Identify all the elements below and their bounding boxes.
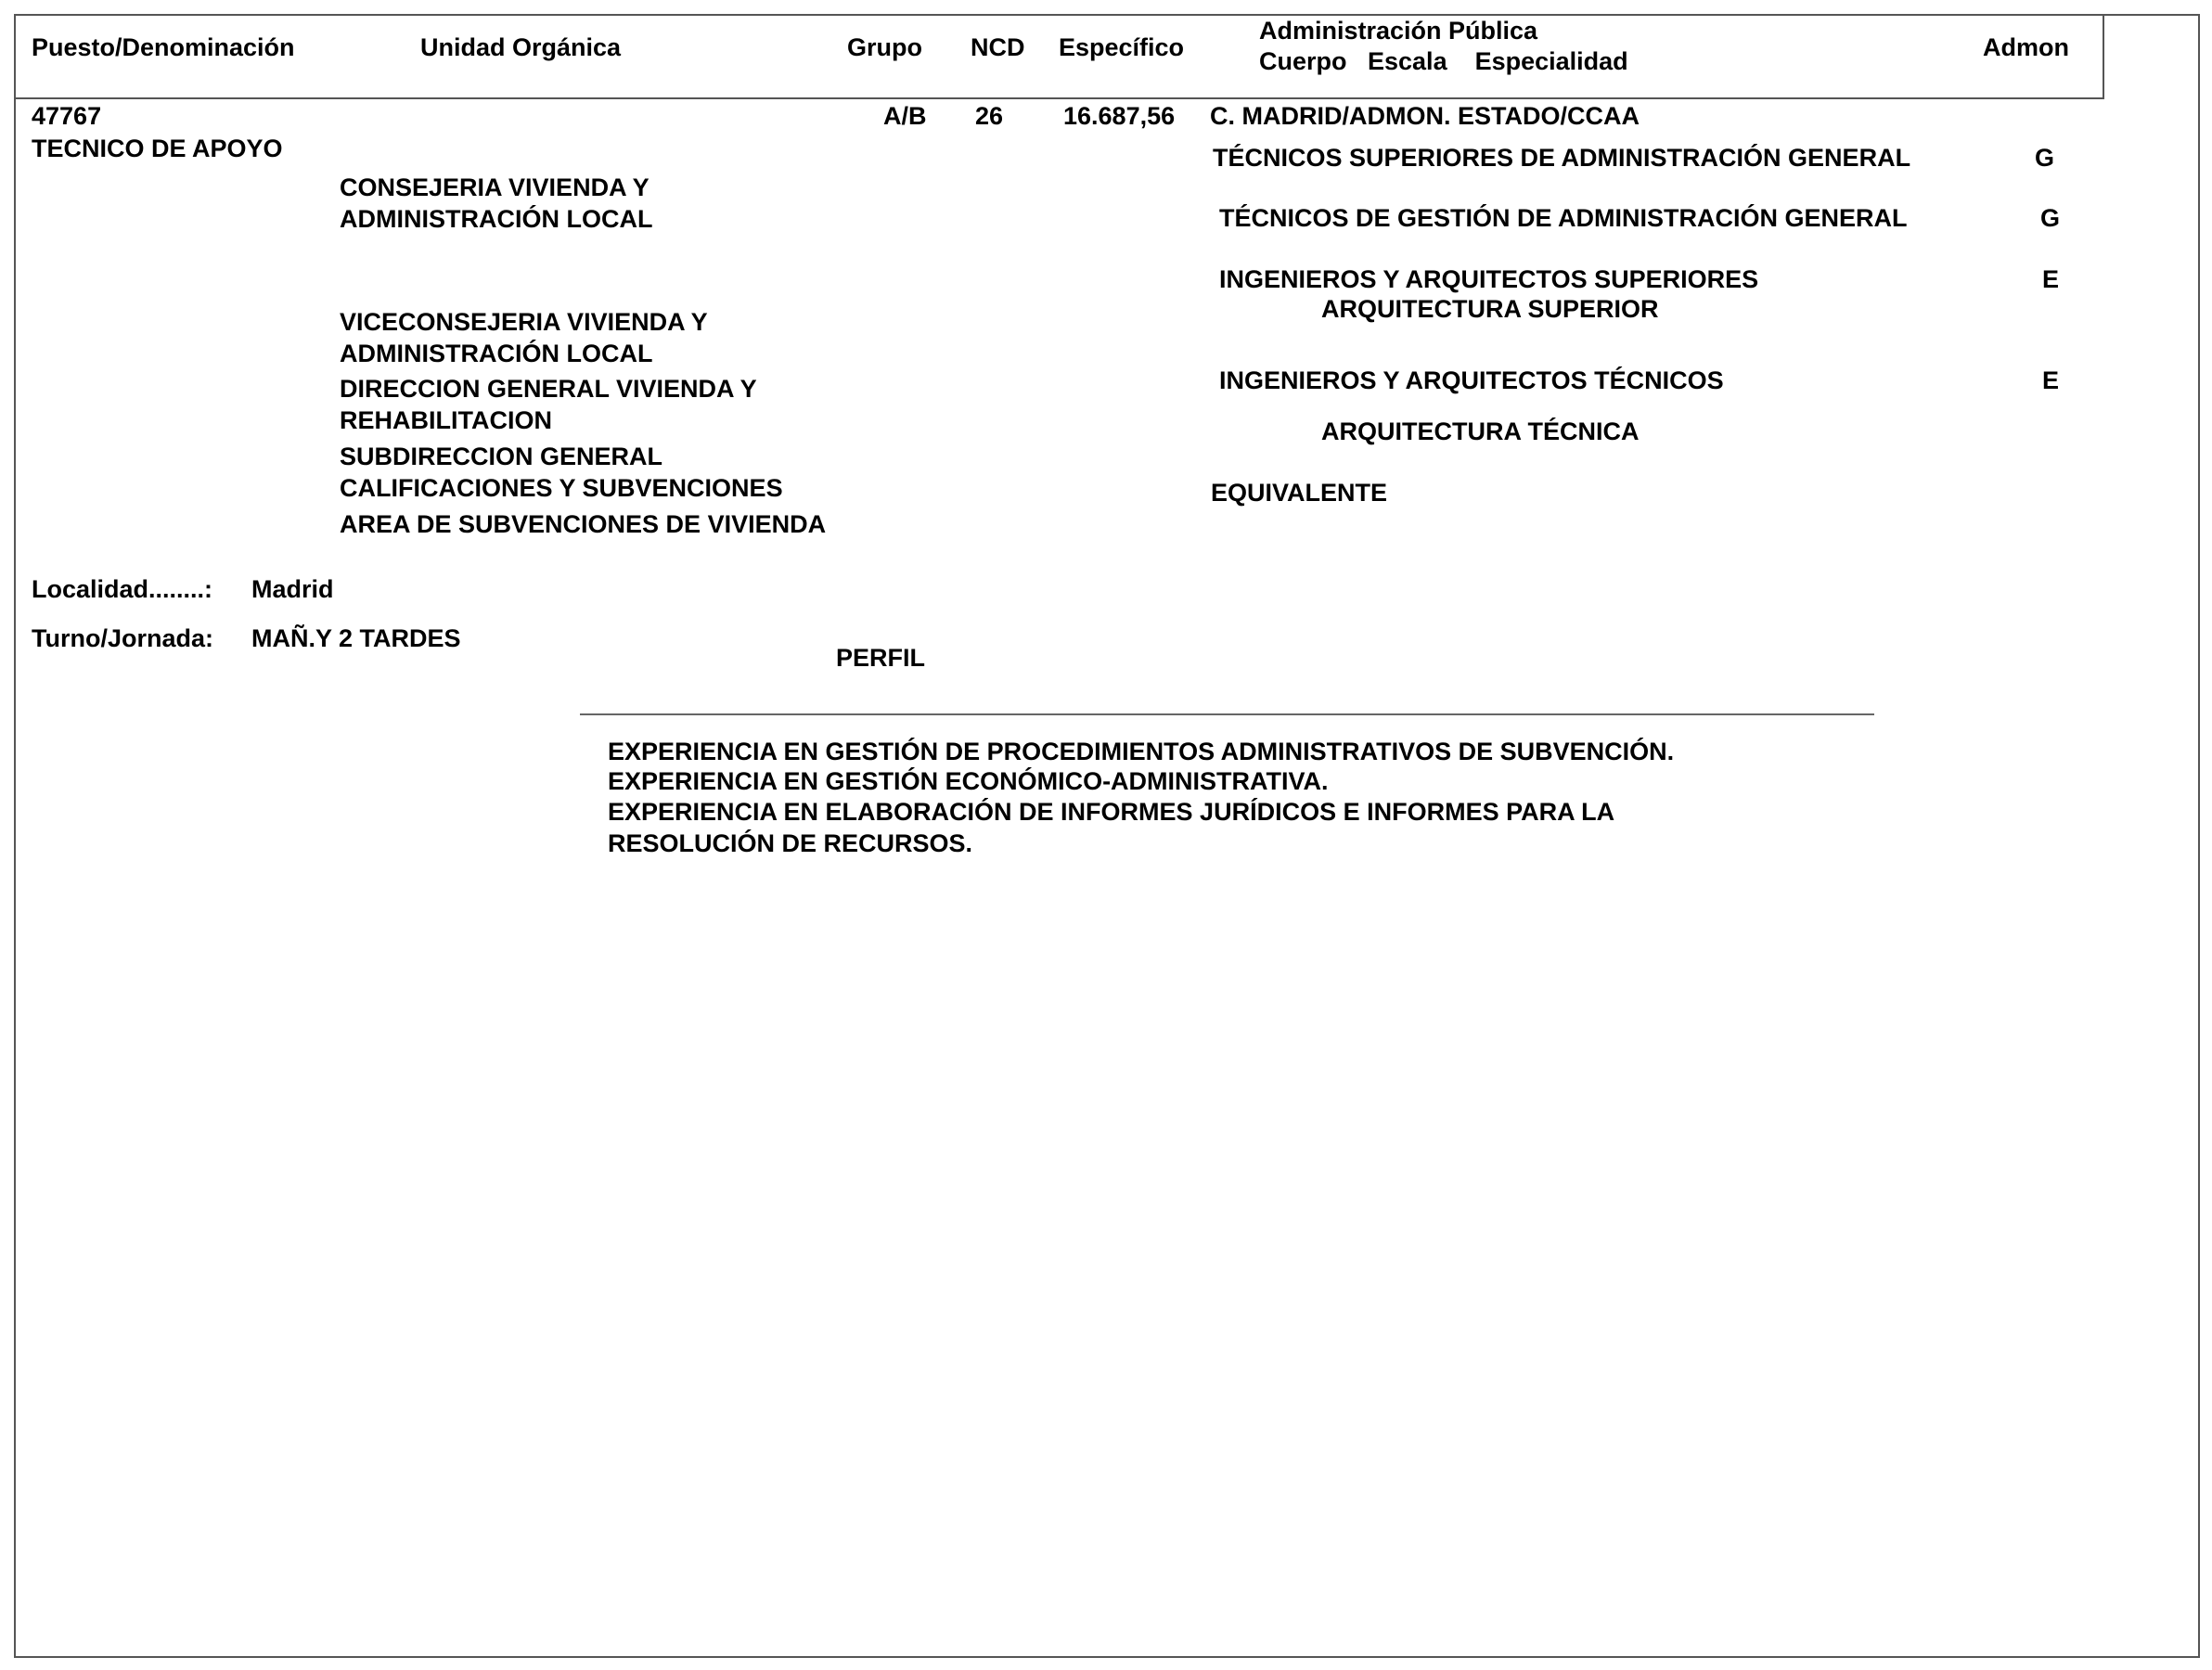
cuerpo-especialidad: ARQUITECTURA SUPERIOR: [1321, 295, 1659, 323]
cuerpo-especialidad: ARQUITECTURA TÉCNICA: [1321, 418, 1640, 445]
header-admin-publica: Administración Pública: [1259, 17, 1538, 45]
perfil-divider: [580, 713, 1874, 715]
unidad-line: AREA DE SUBVENCIONES DE VIVIENDA: [340, 510, 827, 538]
unidad-line: REHABILITACION: [340, 406, 552, 434]
puesto-administracion: C. MADRID/ADMON. ESTADO/CCAA: [1210, 102, 1640, 130]
cuerpo-name: EQUIVALENTE: [1211, 479, 1388, 507]
header-puesto: Puesto/Denominación: [32, 33, 295, 61]
header-ncd: NCD: [971, 33, 1025, 61]
unidad-line: ADMINISTRACIÓN LOCAL: [340, 340, 653, 367]
perfil-title: PERFIL: [836, 644, 926, 672]
perfil-line: EXPERIENCIA EN GESTIÓN DE PROCEDIMIENTOS ADMINISTRATIVOS DE SUBVENCIÓN.: [608, 738, 1675, 765]
cuerpo-admon: E: [2042, 366, 2060, 394]
header-unidad: Unidad Orgánica: [420, 33, 622, 61]
header-admon: Admon: [1983, 33, 2069, 61]
header-especifico: Específico: [1059, 33, 1185, 61]
puesto-grupo: A/B: [883, 102, 927, 130]
cuerpo-admon: G: [2040, 204, 2061, 232]
cuerpo-name: TÉCNICOS DE GESTIÓN DE ADMINISTRACIÓN GENERAL: [1219, 204, 1908, 232]
perfil-line: RESOLUCIÓN DE RECURSOS.: [608, 829, 973, 857]
page-frame: [14, 14, 2200, 1658]
puesto-especifico: 16.687,56: [1063, 102, 1176, 130]
cuerpo-name: INGENIEROS Y ARQUITECTOS SUPERIORES: [1219, 265, 1759, 293]
puesto-ncd: 26: [975, 102, 1004, 130]
puesto-codigo: 47767: [32, 102, 102, 130]
unidad-line: VICECONSEJERIA VIVIENDA Y: [340, 308, 708, 336]
cuerpo-name: TÉCNICOS SUPERIORES DE ADMINISTRACIÓN GENERAL: [1213, 144, 1911, 172]
turno-label: Turno/Jornada:: [32, 624, 214, 652]
cuerpo-name: INGENIEROS Y ARQUITECTOS TÉCNICOS: [1219, 366, 1724, 394]
unidad-line: SUBDIRECCION GENERAL: [340, 443, 663, 470]
cuerpo-admon: E: [2042, 265, 2060, 293]
header-cuerpo-escala: Cuerpo Escala Especialidad: [1259, 47, 1628, 75]
localidad-value: Madrid: [251, 575, 334, 603]
localidad-label: Localidad........:: [32, 575, 213, 603]
puesto-denominacion: TECNICO DE APOYO: [32, 135, 283, 162]
unidad-line: CALIFICACIONES Y SUBVENCIONES: [340, 474, 783, 502]
unidad-line: CONSEJERIA VIVIENDA Y: [340, 173, 649, 201]
turno-value: MAÑ.Y 2 TARDES: [251, 624, 461, 652]
perfil-line: EXPERIENCIA EN GESTIÓN ECONÓMICO-ADMINISTRATIVA.: [608, 767, 1329, 795]
unidad-line: DIRECCION GENERAL VIVIENDA Y: [340, 375, 757, 403]
perfil-line: EXPERIENCIA EN ELABORACIÓN DE INFORMES JURÍDICOS E INFORMES PARA LA: [608, 798, 1615, 826]
header-grupo: Grupo: [847, 33, 922, 61]
cuerpo-admon: G: [2035, 144, 2055, 172]
unidad-line: ADMINISTRACIÓN LOCAL: [340, 205, 653, 233]
